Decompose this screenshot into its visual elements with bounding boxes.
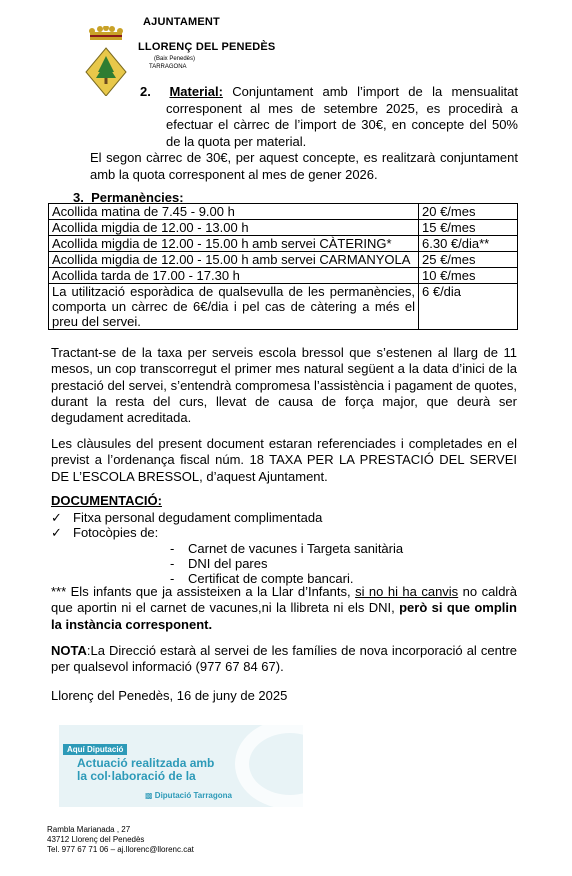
nota-label: NOTA [51,643,87,658]
checkmark-icon: ✓ [51,525,62,540]
clauses-paragraph: Les clàusules del present document estaran referenciades i completades en el previst a l’ordenança fiscal núm. 18 TAXA PER LA PRESTACIÓ DEL SERVEI DE L’ESCOLA BRESSOL, d’aquest Ajuntament. [51,436,517,484]
note-bold: però si que omplin la instància corresponent. [51,600,517,632]
diputacio-logo [145,791,232,800]
fee-paragraph: Tractant-se de la taxa per serveis escola bressol que s’estenen al llarg de 11 mesos, un cop transcorregut el primer mes natural següent a la data d’inici de la prestació del servei, s’entendrà compromesa l’assistència i pagament de quotes, durant la resta del curs, llevat de causa de força major, que deurà ser degudament acreditada. [51,345,517,426]
section-label: Material: [169,84,223,99]
section-number: 3. [73,190,84,205]
sub-list-item-label: Certificat de compte bancari. [188,571,354,586]
sub-list-item [170,556,267,571]
region: (Baix Penedès) [154,56,196,62]
material-paragraph [90,84,518,150]
service-cell: Acollida migdia de 12.00 - 13.00 h [49,220,419,236]
table-row [49,284,518,330]
service-cell: La utilització esporàdica de qualsevulla de les permanències, comporta un càrrec de 6€/dia i pel cas de càtering a més el preu del servei. [49,284,419,330]
list-item-label: Fotocòpies de: [73,525,159,540]
banner-line: Actuació realitzada amb [77,756,215,770]
material-second-charge: El segon càrrec de 30€, per aquest concepte, es realitzarà conjuntament amb la quota corresponent al mes de gener 2026. [90,150,518,182]
sub-list-item-label: DNI del pares [188,556,268,571]
price-cell: 10 €/mes [419,268,518,284]
table-row [49,204,518,220]
banner-line: la col·laboració de la [77,769,196,783]
table-row [49,252,518,268]
footer-address [47,825,194,855]
service-cell: Acollida migdia de 12.00 - 15.00 h amb servei CARMANYOLA [49,252,419,268]
note-text: no caldrà que aportin ni el carnet de vacunes,ni la llibreta ni els DNI, [51,584,517,616]
region-info [149,55,196,71]
address-postal: 43712 Llorenç del Penedès [47,835,145,844]
permanencies-table [48,203,518,330]
place-date: Llorenç del Penedès, 16 de juny de 2025 [51,688,288,703]
existing-pupils-note [51,584,517,633]
dash-bullet: - [170,571,175,586]
material-text: Conjuntament amb l’import de la mensualitat corresponent al mes de setembre 2025, es procedirà a efectuar el càrrec de l’import de 30€, en concepte del 50% de la quota per material. [166,84,518,149]
table-row [49,220,518,236]
banner-tag: Aquí Diputació [63,744,127,755]
service-cell: Acollida tarda de 17.00 - 17.30 h [49,268,419,284]
price-cell: 6 €/dia [419,284,518,330]
diputacio-banner [59,725,303,807]
building-icon: ▩ [145,791,153,800]
nota-text: :La Direcció estarà al servei de les famílies de nova incorporació al centre per qualsevol informació (977 67 84 67). [51,643,517,675]
price-cell: 15 €/mes [419,220,518,236]
list-item-label: Fitxa personal degudament complimentada [73,510,323,525]
list-item [51,525,158,540]
dash-bullet: - [170,541,175,556]
town-name: LLORENÇ DEL PENEDÈS [138,41,276,53]
documentation-title: DOCUMENTACIÓ: [51,493,162,508]
address-contact: Tel. 977 67 71 06 – aj.llorenc@llorenc.cat [47,845,194,854]
dash-bullet: - [170,556,175,571]
sub-list-item [170,541,403,556]
checkmark-icon: ✓ [51,510,62,525]
note-underlined: si no hi ha canvis [355,584,459,599]
service-cell: Acollida migdia de 12.00 - 15.00 h amb servei CÀTERING* [49,236,419,252]
logo-text: Diputació Tarragona [154,791,232,800]
province: TARRAGONA [149,64,187,70]
section-number: 2. [140,84,151,99]
table-row [49,236,518,252]
section-label: Permanències: [91,190,184,205]
list-item [51,510,322,525]
note-text: *** Els infants que ja assisteixen a la Llar d’Infants, [51,584,356,599]
service-cell: Acollida matina de 7.45 - 9.00 h [49,204,419,220]
price-cell: 6.30 €/dia** [419,236,518,252]
sub-list-item-label: Carnet de vacunes i Targeta sanitària [188,541,404,556]
nota-paragraph [51,643,517,676]
org-name: AJUNTAMENT [143,16,220,28]
address-street: Rambla Marianada , 27 [47,825,131,834]
table-row [49,268,518,284]
price-cell: 20 €/mes [419,204,518,220]
price-cell: 25 €/mes [419,252,518,268]
section-material [90,84,518,183]
